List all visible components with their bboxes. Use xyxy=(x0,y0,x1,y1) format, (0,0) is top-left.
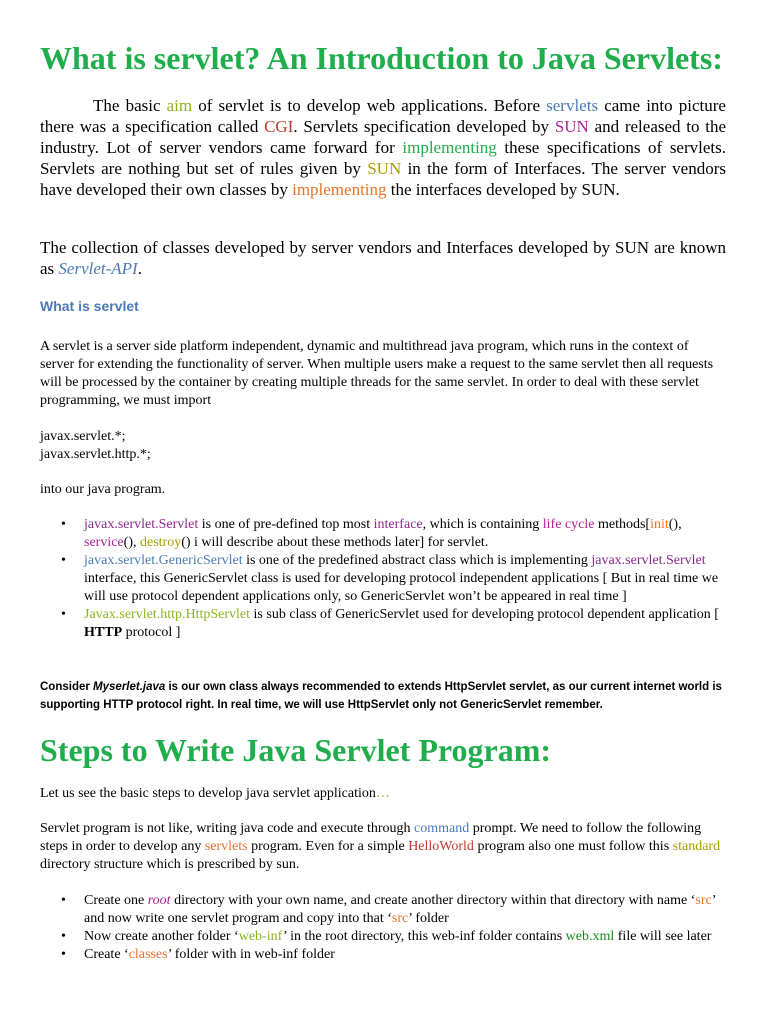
text-run: root xyxy=(147,893,171,908)
text-run: CGI xyxy=(264,117,294,136)
text-run: init xyxy=(650,517,669,532)
text-run: Consider xyxy=(40,681,94,693)
list-item xyxy=(40,606,726,642)
text-run: of servlet is to develop web applications. Before xyxy=(192,96,547,115)
text-run: web-inf xyxy=(238,929,284,944)
text-run: HelloWorld xyxy=(408,839,474,854)
consider-note xyxy=(40,678,726,714)
text-run: program also one must follow this xyxy=(473,839,673,854)
text-run: () i will describe about these methods later] for servlet. xyxy=(181,535,489,550)
text-run: Servlet-API xyxy=(58,259,138,278)
text-run: web.xml xyxy=(565,929,615,944)
text-run: classes xyxy=(128,947,168,962)
into-program-paragraph: into our java program. xyxy=(40,482,166,497)
list-item xyxy=(40,552,726,606)
text-run: directory structure which is prescribed by sun. xyxy=(40,857,300,872)
text-run: Myserlet.java xyxy=(93,681,166,693)
text-run: HTTP xyxy=(84,625,123,640)
servlet-class-list xyxy=(40,516,726,642)
text-run: ’ folder with in web-inf folder xyxy=(167,947,335,962)
text-run: servlets xyxy=(204,839,248,854)
page-title: What is servlet? An Introduction to Java Servlets: xyxy=(40,40,723,76)
steps-heading: Steps to Write Java Servlet Program: xyxy=(40,732,551,768)
import-code-block xyxy=(40,428,151,464)
text-run: protocol ] xyxy=(122,625,181,640)
text-run: standard xyxy=(672,839,721,854)
text-run: is sub class of GenericServlet used for developing protocol dependent application [ xyxy=(250,607,719,622)
text-run: life cycle xyxy=(542,517,595,532)
text-run: . Servlets specification developed by xyxy=(293,117,555,136)
text-run: aim xyxy=(166,96,193,115)
servlet-api-paragraph xyxy=(40,237,726,279)
text-run: and released to the industry. Lot of server vendors came forward for xyxy=(40,117,727,157)
text-run: . xyxy=(137,259,142,278)
text-run: is one of pre-defined top most xyxy=(198,517,374,532)
text-run: implementing xyxy=(292,180,387,199)
list-item xyxy=(40,946,726,964)
text-run: came into picture there was a specification called xyxy=(40,96,726,136)
text-run: these specifications of servlets. Servlets are nothing but set of rules given by xyxy=(40,138,726,178)
text-run: javax.servlet.Servlet xyxy=(591,553,706,568)
intro-paragraph xyxy=(40,95,726,200)
text-run: (), xyxy=(668,517,682,532)
import-line: javax.servlet.http.*; xyxy=(40,447,151,462)
text-run: Create ‘ xyxy=(84,947,129,962)
text-run: ’ in the root directory, this web-inf folder contains xyxy=(283,929,566,944)
text-run: is our own class always recommended to extends HttpServlet servlet, as our current internet world is supporting HTTP protocol right. In real time, we will use HttpServlet only not GenericServlet remember. xyxy=(40,681,722,711)
text-run: The collection of classes developed by server vendors and Interfaces developed by SUN are known as xyxy=(40,238,726,278)
text-run: Now create another folder ‘ xyxy=(84,929,239,944)
text-run: src xyxy=(391,911,409,926)
text-run: ’ folder xyxy=(408,911,449,926)
text-run: Javax.servlet.http.HttpServlet xyxy=(84,607,251,622)
text-run: prompt. We need to follow the following steps in order to develop any xyxy=(40,821,702,854)
text-run: methods[ xyxy=(594,517,651,532)
text-run: Servlet program is not like, writing java code and execute through xyxy=(40,821,415,836)
text-run: The basic xyxy=(93,96,167,115)
text-run: ’ and now write one servlet program and copy into that ‘ xyxy=(84,893,716,926)
text-run: SUN xyxy=(367,159,402,178)
text-run: Let us see the basic steps to develop java servlet application xyxy=(40,786,376,801)
text-run: implementing xyxy=(402,138,497,157)
text-run: , which is containing xyxy=(422,517,543,532)
text-run: javax.servlet.Servlet xyxy=(84,517,199,532)
directory-structure-paragraph xyxy=(40,820,726,874)
text-run: file will see later xyxy=(614,929,712,944)
text-run: Create one xyxy=(84,893,148,908)
text-run: (), xyxy=(123,535,140,550)
text-run: destroy xyxy=(139,535,182,550)
text-run: service xyxy=(84,535,124,550)
text-run: in the form of Interfaces. The server vendors have developed their own classes by xyxy=(40,159,726,199)
import-line: javax.servlet.*; xyxy=(40,429,126,444)
text-run: program. Even for a simple xyxy=(247,839,409,854)
text-run: servlets xyxy=(546,96,599,115)
list-item xyxy=(40,516,726,552)
intro-paragraph-text xyxy=(40,96,726,199)
text-run: interface, this GenericServlet class is used for developing protocol independent applications [ But in real time we will use protocol dependent applications only, so GenericServlet won’t be appeared in real time ] xyxy=(84,571,719,604)
text-run: … xyxy=(375,786,390,801)
steps-intro-paragraph xyxy=(40,785,390,803)
text-run: SUN xyxy=(554,117,589,136)
steps-list xyxy=(40,892,726,964)
text-run: src xyxy=(695,893,712,908)
list-item xyxy=(40,892,726,928)
section-heading-what-is-servlet: What is servlet xyxy=(40,298,139,314)
servlet-definition-paragraph: A servlet is a server side platform independent, dynamic and multithread java program, which runs in the context of server for extending the functionality of server. When multiple users make a request to the same servlet then all requests will be processed by the container by creating multiple threads for the same servlet. In order to deal with these servlet programming, we must import xyxy=(40,339,714,408)
text-run: interface xyxy=(373,517,423,532)
text-run: command xyxy=(414,821,470,836)
text-run: directory with your own name, and create another directory within that directory with name ‘ xyxy=(170,893,696,908)
text-run: is one of the predefined abstract class which is implementing xyxy=(242,553,592,568)
list-item xyxy=(40,928,726,946)
text-run: javax.servlet.GenericServlet xyxy=(84,553,243,568)
text-run: the interfaces developed by SUN. xyxy=(386,180,620,199)
